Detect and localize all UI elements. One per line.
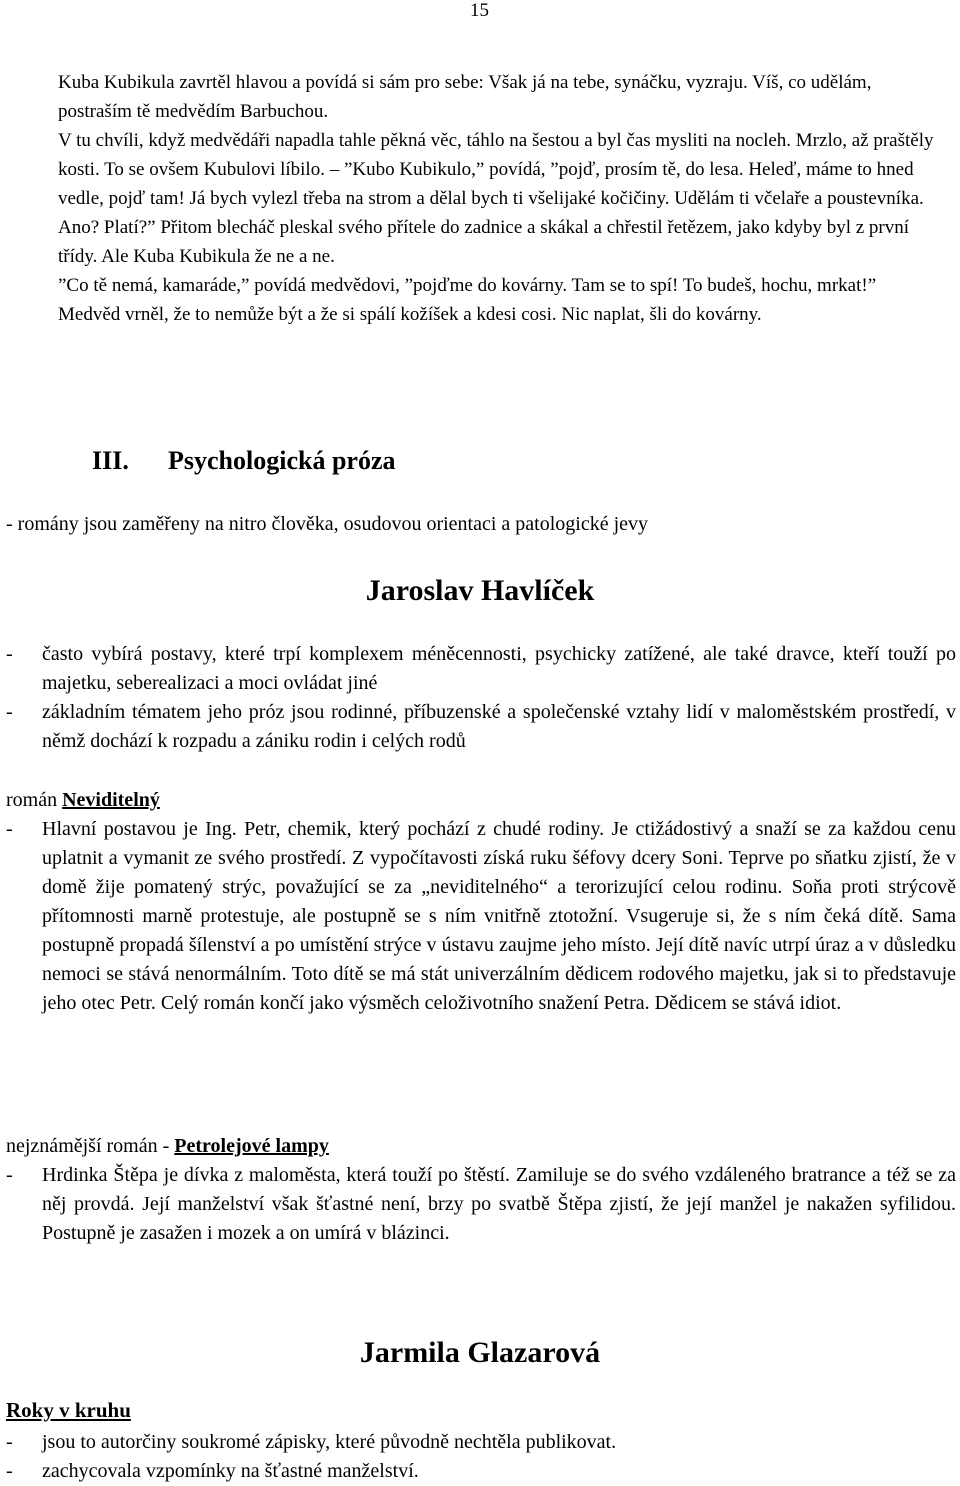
bullet-text: Hrdinka Štěpa je dívka z maloměsta, která touží po štěstí. Zamiluje se do svého vzdáleného bratrance a též se za něj provdá. Její manželství však šťastné není, brzy po svatbě Štěpa zjistí, že její manžel je nakažen syfilidou. Postupně je zasažen i mozek a on umírá v blázinci. [42,1164,956,1244]
havlicek-bullets [6,640,956,756]
neviditelny-summary [6,815,956,1018]
bullet-dash: - [6,1431,13,1453]
section-number: III. [92,446,129,475]
story-paragraph: ”Co tě nemá, kamaráde,” povídá medvědovi, ”pojďme do kovárny. Tam se to spí! To budeš, hochu, mrkat!” [58,275,877,296]
bullet-dash: - [6,1164,13,1186]
novel-heading-neviditelny [6,786,160,815]
story-paragraph: V tu chvíli, když medvědáři napadla tahle pěkná věc, táhlo na šestou a byl čas mysliti na nocleh. Mrzlo, až praštěly kosti. To se ovšem Kubulovi líbilo. – ”Kubo Kubikulo,” povídá, ”pojď, prosím tě, do lesa. Heleď, máme to hned vedle, pojď tam! Já bych vylezl třeba na strom a dělal bych ti všelijaké kočičiny. Udělám ti včelaře a poustevníka. Ano? Platí?” Přitom blecháč pleskal svého přítele do zadnice a skákal a chřestil řetězem, jako kdyby byl z první třídy. Ale Kuba Kubikula že ne a ne. [58,130,934,267]
story-paragraph: Kuba Kubikula zavrtěl hlavou a povídá si sám pro sebe: Však já na tebe, synáčku, vyzraju. Víš, co udělám, postraším tě medvědím Barbuchou. [58,72,872,122]
novel-heading-petrolejove-lampy [6,1132,329,1161]
novel-title: Petrolejové lampy [174,1135,329,1157]
bullet-item [6,698,956,756]
bullet-dash: - [6,643,13,665]
bullet-item [6,1457,956,1486]
novel-title: Neviditelný [62,789,160,811]
section-title: Psychologická próza [168,446,396,475]
author-heading-havlicek: Jaroslav Havlíček [365,574,595,607]
bullet-item [6,815,956,1018]
bullet-dash: - [6,818,13,840]
bullet-item [6,1428,956,1457]
page-number: 15 [470,0,489,21]
bullet-item [6,1161,956,1248]
bullet-text: základním tématem jeho próz jsou rodinné, příbuzenské a společenské vztahy lidí v maloměstském prostředí, v němž dochází k rozpadu a zániku rodin i celých rodů [42,701,956,752]
story-excerpt [0,68,940,329]
bullet-text: jsou to autorčiny soukromé zápisky, které původně nechtěla publikovat. [42,1431,617,1453]
author-heading-glazarova: Jarmila Glazarová [359,1336,601,1369]
story-paragraph: Medvěd vrněl, že to nemůže být a že si spálí kožíšek a kdesi cosi. Nic naplat, šli do kovárny. [58,304,762,325]
bullet-item [6,640,956,698]
intro-line: - romány jsou zaměřeny na nitro člověka, osudovou orientaci a patologické jevy [6,513,649,535]
bullet-dash: - [6,701,13,723]
bullet-dash: - [6,1460,13,1482]
novel-prefix: román [6,789,63,811]
glazarova-bullets [6,1428,956,1486]
bullet-text: zachycovala vzpomínky na šťastné manželství. [42,1460,419,1482]
novel-prefix: nejznámější román - [6,1135,175,1157]
petrolejove-lampy-summary [6,1161,956,1248]
work-title-roky-v-kruhu: Roky v kruhu [6,1398,131,1422]
bullet-text: často vybírá postavy, které trpí komplexem méněcennosti, psychicky zatížené, ale také dravce, kteří touží po majetku, seberealizaci a moci ovládat jiné [42,643,956,694]
bullet-text: Hlavní postavou je Ing. Petr, chemik, který pochází z chudé rodiny. Je ctižádostivý a snaží se za každou cenu uplatnit a vymanit ze svého prostředí. Z vypočítavosti získá ruku šéfovy dcery Soni. Teprve po sňatku zjistí, že v domě žije pomatený strýc, považující se za „neviditelného“ a terorizující celou rodinu. Soňa proti strýcově přítomnosti marně protestuje, ale postupně se s ním vnitřně ztotožní. Vsugeruje si, že s ním čeká dítě. Sama postupně propadá šílenství a po umístění strýce v ústavu zaujme jeho místo. Její dítě navíc utrpí úraz a v důsledku nemoci se stává nenormálním. Toto dítě se má stát univerzálním dědicem rodového majetku, jak si to představuje jeho otec Petr. Celý román končí jako výsměch celoživotního snažení Petra. Dědicem se stává idiot. [42,818,956,1014]
